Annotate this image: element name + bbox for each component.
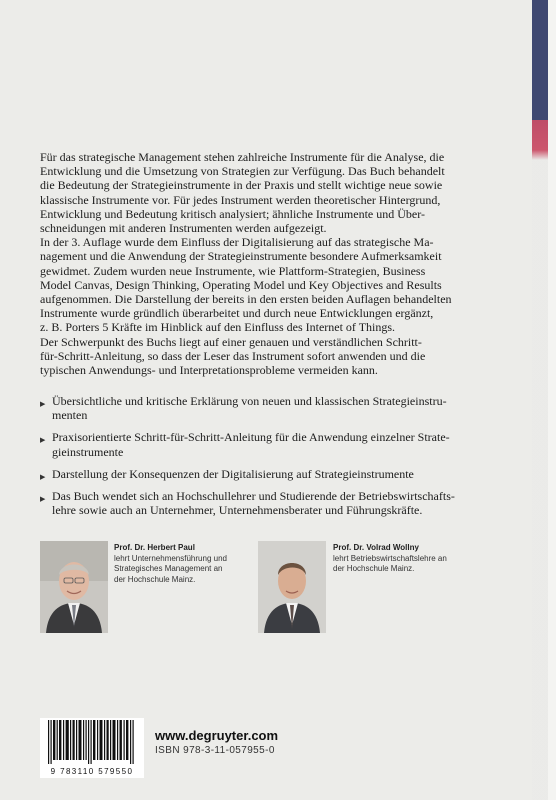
publisher-url[interactable]: www.degruyter.com [155, 728, 279, 743]
cover-edge [532, 0, 556, 800]
feature-item [40, 394, 502, 422]
isbn-number: ISBN 978-3-11-057955-0 [155, 745, 275, 756]
author-bio-wollny [333, 543, 453, 575]
feature-text: Übersichtliche und kritische Erklärung von neuen und klassischen Strategieinstru- menten [52, 394, 447, 423]
feature-text: Darstellung der Konsequenzen der Digitalisierung auf Strategieinstrumente [52, 466, 414, 481]
feature-item [40, 467, 502, 481]
feature-list [40, 394, 502, 525]
bullet-triangle-icon: ▶ [40, 400, 46, 408]
isbn-barcode [40, 718, 144, 778]
barcode-number: 9 783110 579550 [50, 767, 134, 776]
blurb-paragraph-2: In der 3. Auflage wurde dem Einfluss der Digitalisierung auf das strategische Ma- nagement und die Anwendung der Strategieinstrumente besondere Aufmerksamkeit gewidmet. Zudem wurden neue Instrumente, wie Plattform-Strategien, Business Model Canvas, Design Thinking, Operating Model und Key Objectives and Results aufgenommen. Die Darstellung der bereits in den ersten beiden Auflagen behandelten Instrumente wurde gründlich überarbeitet und durch neue Entwicklungen ergänzt, z. B. Porters 5 Kräfte im Hinblick auf den Einfluss des Internet of Things. [40, 235, 452, 335]
blurb-text [40, 150, 500, 377]
feature-text: Praxisorientierte Schritt-für-Schritt-Anleitung für die Anwendung einzelner Strate- gieinstrumente [52, 430, 450, 459]
feature-item [40, 489, 502, 517]
blurb-paragraph-3: Der Schwerpunkt des Buchs liegt auf einer genauen und verständlichen Schritt- für-Schritt-Anleitung, so dass der Leser das Instrument sofort anwenden und die typischen Anwendungs- und Interpretationsprobleme vermeiden kann. [40, 334, 426, 378]
author-name: Prof. Dr. Volrad Wollny [333, 543, 419, 552]
author-bio-paul [114, 543, 234, 585]
barcode-icon [40, 718, 144, 768]
author-photo-paul [40, 541, 108, 633]
author-role: lehrt Betriebswirtschaftslehre an der Hochschule Mainz. [333, 553, 447, 573]
feature-item [40, 430, 502, 458]
feature-text: Das Buch wendet sich an Hochschullehrer und Studierende der Betriebswirtschafts- lehre sowie auch an Unternehmer, Unternehmensberater und Führungskräfte. [52, 489, 455, 518]
blurb-paragraph-1: Für das strategische Management stehen zahlreiche Instrumente für die Analyse, die Entwicklung und die Umsetzung von Strategien zur Verfügung. Das Buch behandelt die Bedeutung der Strategieinstrumente in der Praxis und stellt wichtige neue sowie klassische Instrumente vor. Für jedes Instrument werden theoretischer Hintergrund, Entwicklung und Bedeutung kritisch analysiert; ähnliche Instrumente und Über- schneidungen mit anderen Instrumenten werden aufgezeigt. [40, 150, 445, 236]
bullet-triangle-icon: ▶ [40, 472, 46, 481]
spine-stripe [532, 0, 548, 800]
author-name: Prof. Dr. Herbert Paul [114, 543, 195, 552]
bullet-triangle-icon: ▶ [40, 495, 46, 504]
author-role: lehrt Unternehmensführung und Strategisches Management an der Hochschule Mainz. [114, 553, 227, 584]
author-photo-wollny [258, 541, 326, 633]
bullet-triangle-icon: ▶ [40, 436, 46, 445]
portrait-image [40, 541, 108, 633]
portrait-image [258, 541, 326, 633]
